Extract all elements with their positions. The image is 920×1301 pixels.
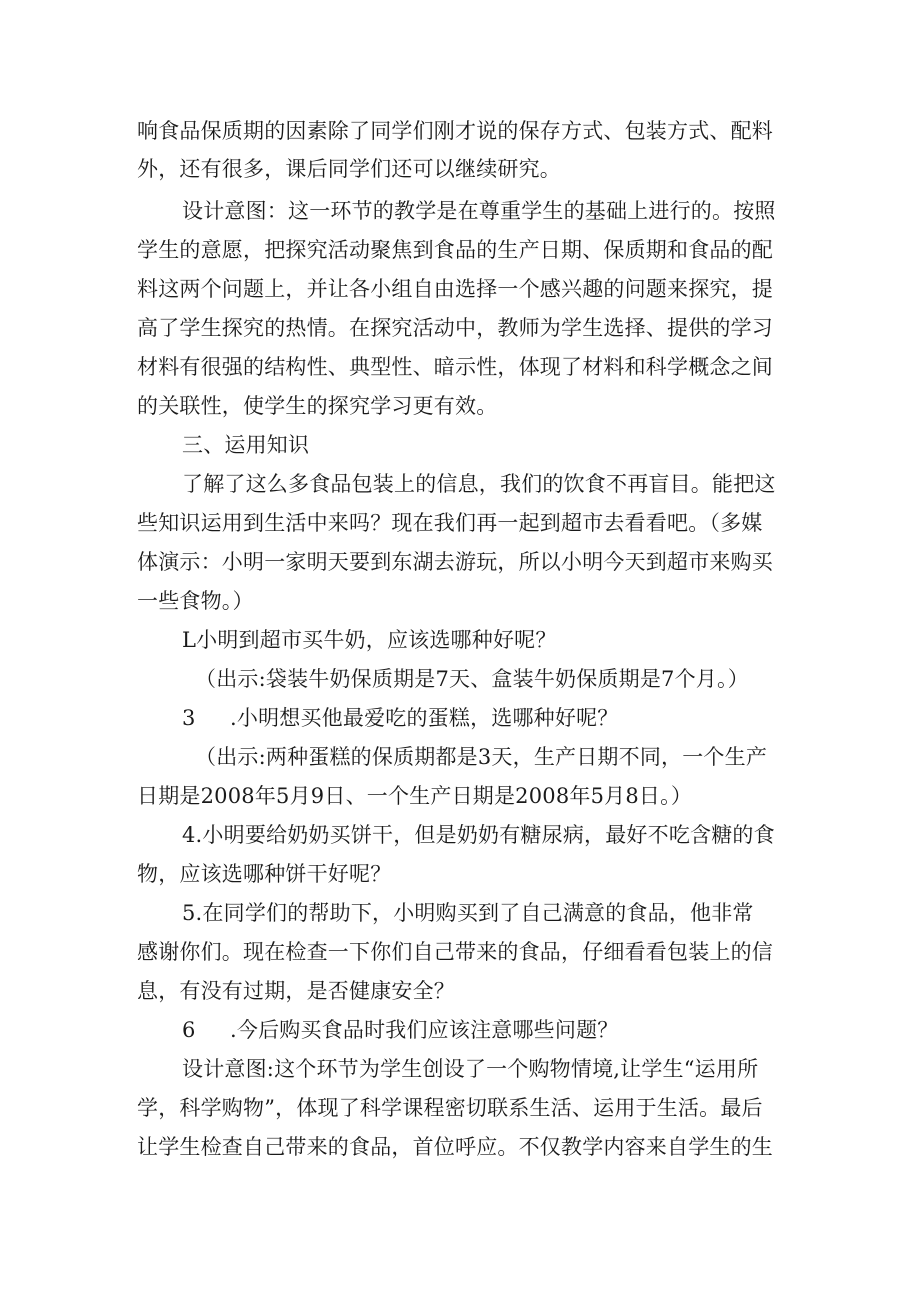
list-item (182, 704, 618, 732)
list-item (182, 1016, 618, 1044)
list-item: 4.小明要给奶奶买饼干，但是奶奶有糖尿病，最好不吃含糖的食 (182, 823, 775, 847)
text-line: 日期是2008年5月9日、一个生产日期是2008年5月8日。） (137, 784, 693, 808)
text-line: 料这两个问题上，并让各小组自由选择一个感兴趣的问题来探究，提 (137, 277, 773, 301)
text-line: 材料有很强的结构性、典型性、暗示性，体现了材料和科学概念之间 (137, 355, 773, 379)
text-line: （出示:袋装牛奶保质期是7天、盒装牛奶保质期是7个月。） (195, 667, 749, 691)
text-line: 高了学生探究的热情。在探究活动中，教师为学生选择、提供的学习 (137, 316, 773, 340)
list-item-number: 6 (182, 1018, 196, 1042)
text-line: 息，有没有过期，是否健康安全？ (137, 979, 455, 1003)
text-line: 体演示：小明一家明天要到东湖去游玩，所以小明今天到超市来购买 (137, 550, 773, 574)
text-line: 响食品保质期的因素除了同学们刚才说的保存方式、包装方式、配料 (137, 119, 773, 143)
text-line: 设计意图:这个环节为学生创设了一个购物情境,让学生“运用所 (182, 1057, 759, 1081)
list-item-number: 3 (182, 706, 196, 730)
text-line: 了解了这么多食品包装上的信息，我们的饮食不再盲目。能把这 (182, 472, 776, 496)
text-line: 一些食物。） (137, 589, 254, 613)
list-item: L小明到超市买牛奶，应该选哪种好呢？ (182, 628, 557, 652)
text-line: 物，应该选哪种饼干好呢？ (137, 862, 392, 886)
text-line: 的关联性，使学生的探究学习更有效。 (137, 394, 498, 418)
list-item: 5.在同学们的帮助下，小明购买到了自己满意的食品，他非常 (182, 901, 754, 925)
text-line: 设计意图：这一环节的教学是在尊重学生的基础上进行的。按照 (182, 199, 776, 223)
text-line: 学生的意愿，把探究活动聚焦到食品的生产日期、保质期和食品的配 (137, 238, 773, 262)
section-heading: 三、运用知识 (182, 433, 310, 457)
text-line: 让学生检查自己带来的食品，首位呼应。不仅教学内容来自学生的生 (137, 1135, 773, 1159)
list-item-text: .今后购买食品时我们应该注意哪些问题？ (230, 1018, 619, 1042)
text-line: 外，还有很多，课后同学们还可以继续研究。 (137, 157, 561, 181)
list-item-text: .小明想买他最爱吃的蛋糕，选哪种好呢？ (230, 706, 619, 730)
text-line: （出示:两种蛋糕的保质期都是3天，生产日期不同，一个生产 (195, 745, 768, 769)
text-line: 学，科学购物”，体现了科学课程密切联系生活、运用于生活。最后 (137, 1096, 763, 1120)
text-line: 些知识运用到生活中来吗？现在我们再一起到超市去看看吧。（多媒 (137, 511, 763, 535)
text-line: 感谢你们。现在检查一下你们自己带来的食品，仔细看看包装上的信 (137, 940, 773, 964)
